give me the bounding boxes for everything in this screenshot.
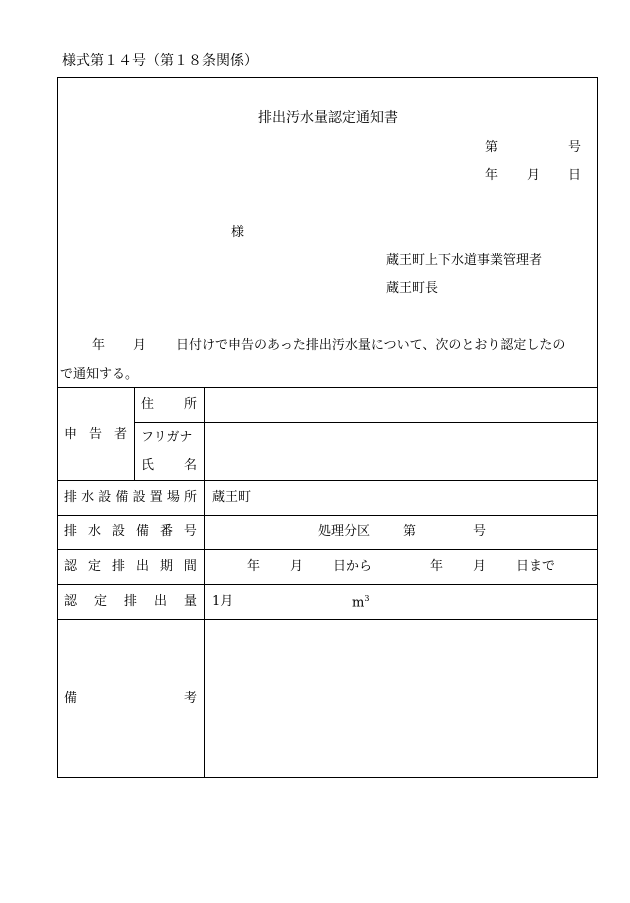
amount-label [64,595,197,608]
amount-prefix: 1月 [212,594,234,609]
label-char: 氏 [141,458,155,473]
label-char: 番 [159,524,173,539]
row-divider [57,480,598,481]
label-char: 備 [135,524,149,539]
label-char: 設 [111,524,125,539]
addressee-suffix: 様 [231,225,245,240]
period-day-from: 日から [333,559,373,574]
label-char: 所 [183,490,197,505]
label-char: 告 [88,427,102,442]
period-year-from: 年 [247,559,261,574]
body-month: 月 [133,338,147,353]
date-day: 日 [568,168,582,183]
row-divider [57,584,598,585]
label-char: 置 [149,490,163,505]
amount-unit-m: m [352,595,365,611]
location-value: 蔵王町 [212,490,252,505]
equipment-number-suffix: 号 [473,524,487,539]
doc-number-suffix: 号 [568,140,582,155]
label-char: 排 [64,490,78,505]
name-label [141,459,197,472]
label-char: 備 [115,490,129,505]
label-char: 排 [123,594,137,609]
period-day-to: 日まで [516,559,556,574]
label-char: 定 [87,559,101,574]
period-month-to: 月 [473,559,487,574]
label-char: 設 [98,490,112,505]
label-char: 量 [183,594,197,609]
label-char: 定 [93,594,107,609]
issuer-line2: 蔵王町長 [386,281,439,296]
label-char: 考 [183,691,197,706]
remarks-value [205,620,597,777]
body-line1: 日付けで申告のあった排出汚水量について、次のとおり認定したの [176,338,566,353]
equipment-label [64,525,197,538]
period-month-from: 月 [290,559,304,574]
period-label [64,560,197,573]
label-char: 出 [135,559,149,574]
form-number: 様式第１４号（第１８条関係） [62,53,258,69]
equipment-district: 処理分区 [318,524,371,539]
label-char: 水 [81,490,95,505]
label-char: 申 [64,427,78,442]
label-char: 出 [153,594,167,609]
label-char: 排 [64,524,78,539]
label-char: 所 [183,397,197,412]
amount-unit [352,595,369,609]
date-year: 年 [485,168,499,183]
label-char: 備 [64,691,78,706]
amount-unit-superscript: 3 [364,594,370,603]
table-top-line [57,387,598,388]
row-divider [57,515,598,516]
address-label [141,398,197,411]
label-char: 場 [166,490,180,505]
label-char: 期 [159,559,173,574]
label-char: 設 [132,490,146,505]
location-label [64,491,197,504]
label-char: 認 [64,559,78,574]
label-char: 水 [87,524,101,539]
declarant-label [64,428,127,441]
label-char: 号 [183,524,197,539]
column-divider [134,387,135,480]
label-char: 名 [183,458,197,473]
doc-number-prefix: 第 [485,140,499,155]
label-char: 認 [64,594,78,609]
furigana-label: フリガナ [141,430,193,445]
document-title: 排出汚水量認定通知書 [258,110,398,126]
label-char: 住 [141,397,155,412]
issuer-line1: 蔵王町上下水道事業管理者 [386,253,543,268]
date-month: 月 [527,168,541,183]
body-year: 年 [92,338,106,353]
remarks-label [64,692,197,705]
label-char: 間 [183,559,197,574]
label-char: 排 [111,559,125,574]
row-divider [57,549,598,550]
label-char: 者 [113,427,127,442]
period-year-to: 年 [430,559,444,574]
equipment-number-prefix: 第 [403,524,417,539]
body-line2: で通知する。 [60,367,139,382]
